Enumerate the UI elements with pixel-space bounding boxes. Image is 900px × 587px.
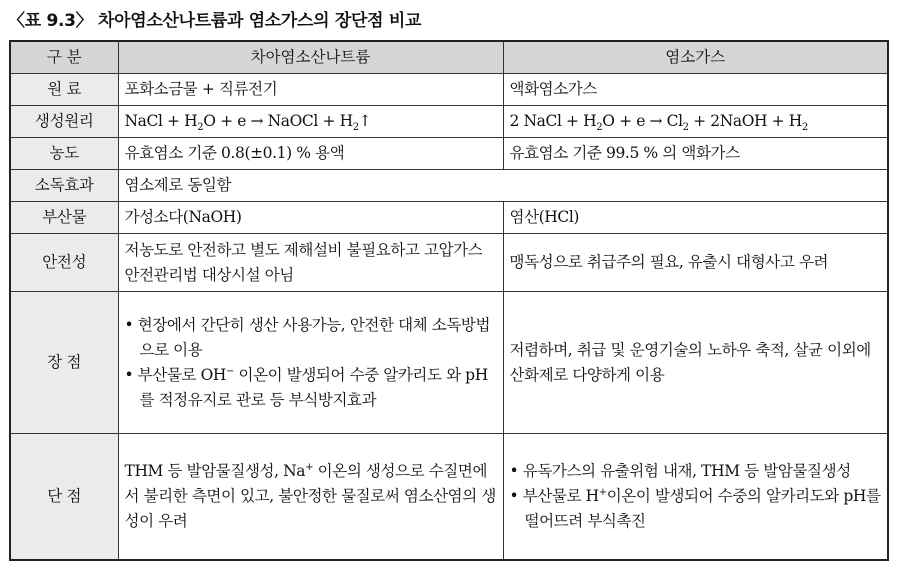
row-safety: [10, 234, 888, 292]
formula-subscript: 2: [352, 122, 359, 134]
cell-safety-a: 저농도로 안전하고 별도 제해설비 불필요하고 고압가스안전관리법 대상시설 아님: [118, 234, 503, 292]
header-row: [10, 41, 888, 74]
formula-subscript: 2: [801, 122, 808, 134]
cell-byproduct-b: 염산(HCl): [503, 202, 888, 234]
row-pros: [10, 292, 888, 434]
formula-text: 2 NaCl + H: [509, 112, 597, 130]
row-label: 원 료: [10, 74, 118, 106]
cell-principle-a: [118, 106, 503, 138]
row-principle: [10, 106, 888, 138]
row-concentration: [10, 138, 888, 170]
cell-disinfection: 염소제로 동일함: [118, 170, 888, 202]
item-text: • 부산물로 H: [509, 486, 599, 505]
cell-pros-b: 저렴하며, 취급 및 운영기술의 노하우 축적, 살균 이외에 산화제로 다양하게 이용: [503, 292, 888, 434]
formula-subscript: 2: [596, 122, 603, 134]
row-label: 안전성: [10, 234, 118, 292]
list-item: • 현장에서 간단히 생산 사용가능, 안전한 대체 소독방법으로 이용: [124, 315, 491, 359]
item-text: 이온이 발생되어 수중의 알카리도와 pH를 떨어뜨려 부식촉진: [524, 486, 881, 530]
formula-subscript: 2: [682, 122, 689, 134]
cell-text: THM 등 발암물질생성, Na: [124, 461, 306, 480]
cell-cons-a: [118, 434, 503, 560]
row-disinfection: [10, 170, 888, 202]
list-item: • 유독가스의 유출위험 내재, THM 등 발암물질생성: [509, 461, 851, 480]
row-label: 장 점: [10, 292, 118, 434]
row-cons: [10, 434, 888, 560]
cell-material-a: 포화소금물 + 직류전기: [118, 74, 503, 106]
formula-text: O + e → NaOCl + H: [203, 112, 353, 130]
row-label: 단 점: [10, 434, 118, 560]
formula-text: O + e → Cl: [602, 112, 683, 130]
list-item: [510, 484, 882, 534]
cell-concentration-b: 유효염소 기준 99.5 % 의 액화가스: [503, 138, 888, 170]
table-caption: 〈표 9.3〉 차아염소산나트륨과 염소가스의 장단점 비교: [8, 11, 422, 31]
cell-text: 이온의 생성으로 수질면에서 불리한 측면이 있고, 불안정한 물질로써 염소산염의 생성이 우려: [124, 461, 496, 530]
item-text: • 부산물로 OH: [124, 365, 227, 384]
superscript: +: [305, 461, 314, 473]
cell-principle-b: [503, 106, 888, 138]
cell-byproduct-a: 가성소다(NaOH): [118, 202, 503, 234]
header-chlorine-gas: 염소가스: [503, 41, 888, 74]
formula-text: NaCl + H: [124, 112, 198, 130]
header-label: 구 분: [10, 41, 118, 74]
formula-arrow: ↑: [358, 112, 372, 130]
superscript: −: [226, 365, 234, 377]
row-material: [10, 74, 888, 106]
header-sodium-hypochlorite: 차아염소산나트륨: [118, 41, 503, 74]
row-label: 생성원리: [10, 106, 118, 138]
superscript: +: [598, 486, 607, 498]
cell-cons-b: [503, 434, 888, 560]
item-text: 이온이 발생되어 수중 알카리도 와 pH를 적정유지로 관로 등 부식방지효과: [139, 365, 488, 409]
row-byproduct: [10, 202, 888, 234]
list-item: [125, 363, 497, 413]
cell-concentration-a: 유효염소 기준 0.8(±0.1) % 용액: [118, 138, 503, 170]
formula-text: + 2NaOH + H: [688, 112, 802, 130]
row-label: 소독효과: [10, 170, 118, 202]
cell-safety-b: 맹독성으로 취급주의 필요, 유출시 대형사고 우려: [503, 234, 888, 292]
comparison-table: [9, 40, 889, 561]
formula-subscript: 2: [197, 122, 204, 134]
cell-pros-a: [118, 292, 503, 434]
row-label: 부산물: [10, 202, 118, 234]
row-label: 농도: [10, 138, 118, 170]
cell-material-b: 액화염소가스: [503, 74, 888, 106]
